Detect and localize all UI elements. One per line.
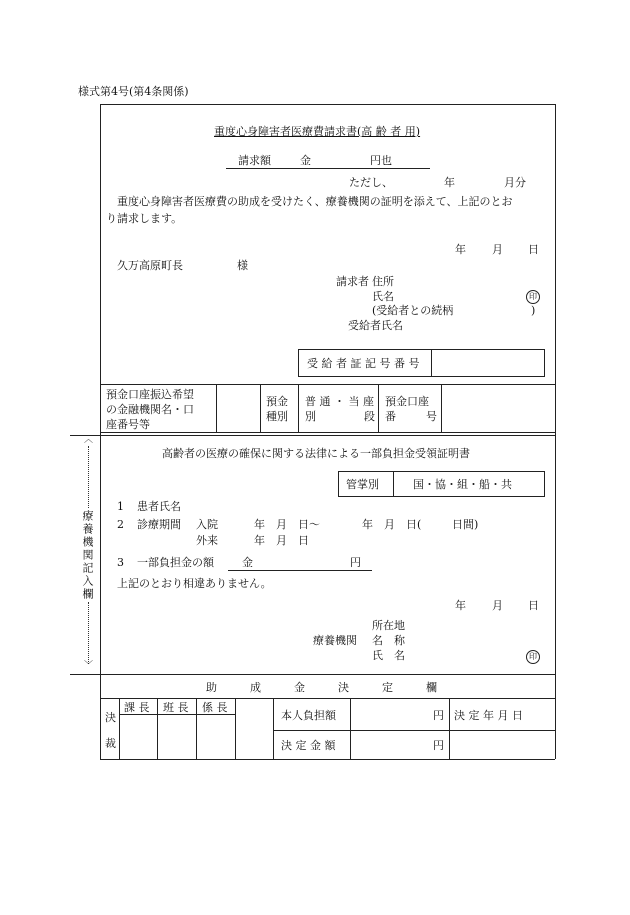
institution-person-label: 氏 名: [372, 649, 405, 662]
stamp-cell-section-chief[interactable]: [120, 715, 157, 758]
claimant-name-label: 氏名: [372, 290, 394, 303]
bank-divider-2: [260, 384, 261, 432]
account-number-label-2b: 号: [426, 410, 437, 423]
date-month: 月: [492, 243, 503, 256]
account-type-label-1: 預金: [266, 395, 288, 408]
proviso-year: 年: [444, 176, 455, 189]
decided-amount-field[interactable]: [351, 731, 431, 758]
outpatient-date: 年 月 日: [254, 534, 309, 547]
cert-date-year: 年: [455, 599, 466, 612]
item2-period-label: 診療期間: [137, 518, 181, 531]
decided-date-label: 決 定 年 月 日: [454, 709, 523, 722]
proviso-label: ただし、: [349, 176, 393, 189]
side-arrow-up-icon: ︿: [84, 435, 94, 445]
cert-number-label: 受 給 者 証 記 号 番 号: [307, 357, 420, 370]
cert-number-field[interactable]: [432, 350, 544, 376]
claim-amount-yen-suffix: 円也: [370, 154, 392, 167]
kessai-char1: 決: [105, 711, 116, 724]
outpatient-label: 外来: [196, 534, 218, 547]
account-type-label-2: 種別: [266, 410, 288, 423]
claim-amount-underline: [226, 168, 430, 169]
frame-top: [100, 104, 555, 105]
inpatient-from: 年 月 日〜: [254, 518, 320, 531]
certificate-title: 高齢者の医療の確保に関する法律による一部負担金受領証明書: [162, 447, 470, 460]
date-year: 年: [455, 243, 466, 256]
certification-statement: 上記のとおり相違ありません。: [117, 577, 272, 590]
item2-number: 2: [117, 518, 124, 531]
institution-name-label: 名 称: [372, 634, 405, 647]
request-text-line1: 重度心身障害者医療費の助成を受けたく、療養機関の証明を添えて、上記のとお: [117, 195, 513, 208]
stamp-cell-subsection-chief[interactable]: [197, 715, 235, 758]
item1-patient-name-label: 患者氏名: [137, 500, 181, 513]
bank-row-bottom-double: [70, 435, 555, 436]
account-number-label-2a: 番: [385, 410, 396, 423]
inpatient-days: 日間): [452, 518, 479, 531]
decided-date-field[interactable]: [450, 731, 554, 758]
proviso-month: 月分: [504, 176, 526, 189]
claim-amount-yen-prefix: 金: [300, 154, 311, 167]
item3-underline: [228, 570, 372, 571]
addressee: 久万高原町長: [117, 259, 183, 272]
decided-amount-unit: 円: [433, 739, 444, 752]
frame-right: [555, 104, 556, 759]
role-divider-3: [235, 698, 236, 759]
jurisdiction-divider: [393, 471, 394, 497]
role-section-chief: 課 長: [124, 701, 150, 714]
claimant-relation-close: ): [531, 304, 536, 317]
decision-top-line: [70, 674, 555, 675]
institution-seal-icon: 印: [526, 650, 540, 664]
inpatient-to: 年 月 日(: [362, 518, 422, 531]
account-type-sep-left: 別: [305, 410, 316, 423]
cert-date-day: 日: [528, 599, 539, 612]
claim-amount-label: 請求額: [238, 154, 271, 167]
account-type-sep-right: 段: [364, 410, 375, 423]
bank-divider-4: [378, 384, 379, 432]
bank-desc-line3: 座番号等: [106, 418, 150, 431]
institution-label: 療養機関: [313, 634, 357, 647]
account-number-field[interactable]: [442, 385, 554, 431]
institution-location-label: 所在地: [372, 619, 405, 632]
form-number-label: 様式第4号(第4条関係): [78, 85, 189, 98]
bank-desc-line2: の金融機関名・口: [106, 403, 194, 416]
side-dotted-top: [88, 446, 89, 508]
bank-name-field[interactable]: [217, 385, 259, 431]
bank-row-bottom: [100, 432, 555, 433]
form-title: 重度心身障害者医療費請求書(高 齢 者 用): [214, 125, 421, 138]
date-day: 日: [528, 243, 539, 256]
item1-number: 1: [117, 500, 124, 513]
claimant-label: 請求者: [336, 275, 369, 288]
item3-number: 3: [117, 556, 124, 569]
addressee-suffix: 様: [237, 259, 248, 272]
stamp-cell-team-leader[interactable]: [158, 715, 196, 758]
request-text-line2: り請求します。: [106, 212, 183, 225]
side-arrow-down-icon: ﹀: [84, 661, 94, 671]
item3-yen-prefix: 金: [242, 556, 253, 569]
inpatient-label: 入院: [196, 518, 218, 531]
account-type-options[interactable]: 普 通 ・ 当 座: [305, 395, 374, 408]
side-dotted-bottom: [88, 602, 89, 664]
frame-bottom: [100, 759, 555, 760]
bank-desc-line1: 預金口座振込希望: [106, 388, 194, 401]
account-number-label-1: 預金口座: [385, 395, 429, 408]
cert-date-month: 月: [492, 599, 503, 612]
role-team-leader: 班 長: [163, 701, 189, 714]
decision-header: 助 成 金 決 定 欄: [206, 681, 437, 694]
claimant-address-label: 住所: [372, 275, 394, 288]
role-divider-4: [273, 698, 274, 759]
self-pay-label: 本人負担額: [281, 709, 336, 722]
kessai-char2: 裁: [105, 737, 116, 750]
role-subsection-chief: 係 長: [202, 701, 228, 714]
jurisdiction-label: 管掌別: [346, 478, 379, 491]
recipient-name-label: 受給者氏名: [348, 319, 403, 332]
claimant-relation: (受給者との続柄: [372, 304, 454, 317]
bank-divider-3: [298, 384, 299, 432]
self-pay-field[interactable]: [351, 699, 431, 729]
decided-amount-label: 決 定 金 額: [281, 739, 336, 752]
decision-header-line: [100, 698, 555, 699]
side-section-label: 療養機関記入欄: [81, 510, 94, 601]
claimant-seal-icon: 印: [526, 290, 540, 304]
self-pay-unit: 円: [433, 709, 444, 722]
item3-yen-suffix: 円: [350, 556, 361, 569]
item3-copay-label: 一部負担金の額: [137, 556, 214, 569]
jurisdiction-options[interactable]: 国・協・組・船・共: [413, 478, 512, 491]
